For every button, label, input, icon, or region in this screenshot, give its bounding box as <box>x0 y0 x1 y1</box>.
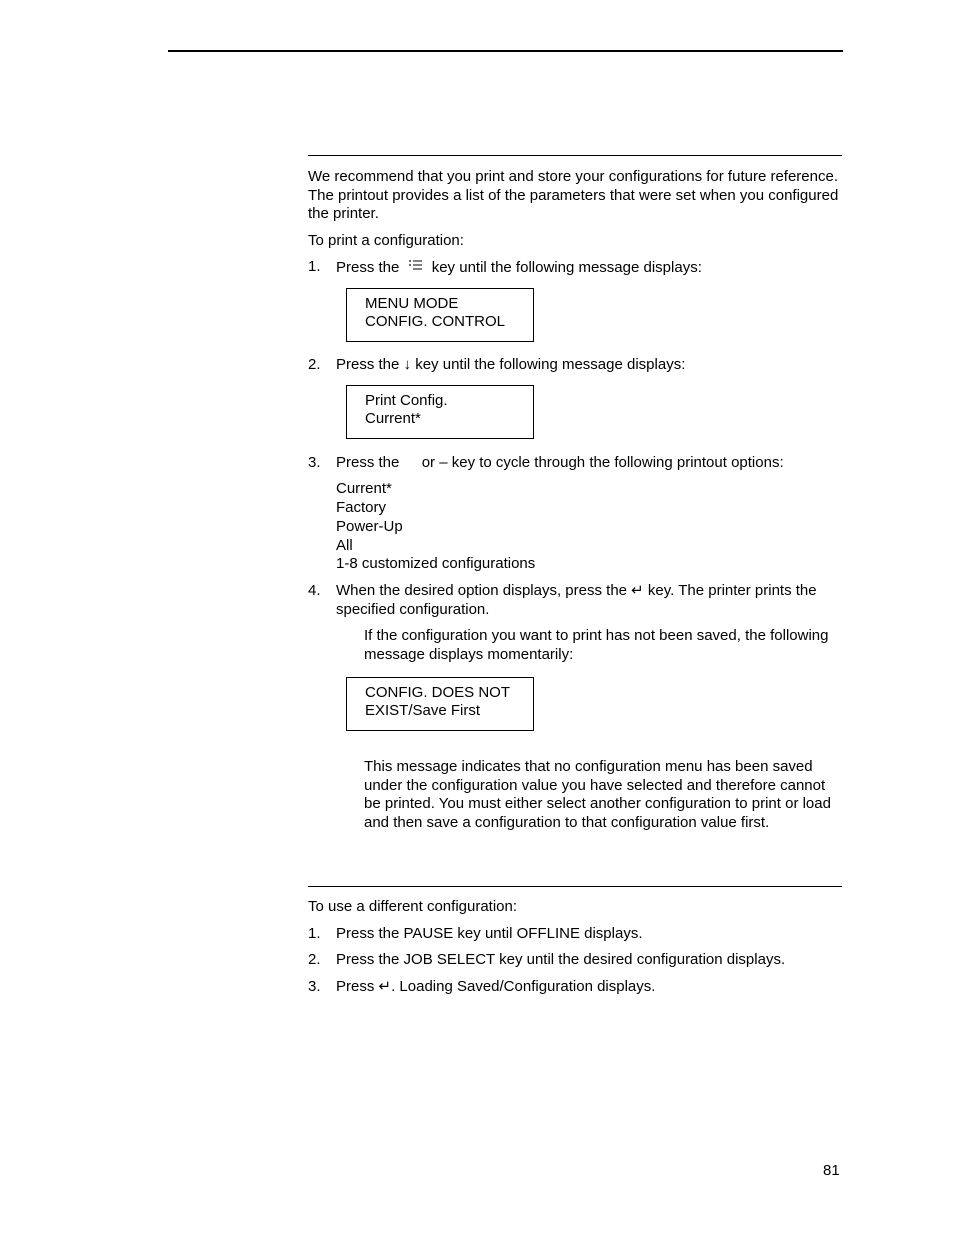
option-item: 1-8 customized configurations <box>336 555 536 572</box>
step-number: 4. <box>308 582 321 599</box>
step-number: 1. <box>308 925 321 942</box>
step-text: Press the or – key to cycle through the following printout options: <box>336 454 784 471</box>
option-item: Factory <box>336 499 387 516</box>
menu-key-icon <box>404 258 428 277</box>
lcd-display-menu-mode <box>346 288 534 342</box>
step-text: When the desired option displays, press the ↵ key. The printer prints the specified configuration. <box>336 582 817 618</box>
lcd-line-1: CONFIG. DOES NOT <box>365 684 511 701</box>
intro-paragraph: We recommend that you print and store your configurations for future reference. The printout provides a list of the parameters that were set when you configured the printer. <box>308 168 839 222</box>
explanation-note: This message indicates that no configuration menu has been saved under the configuration value you have selected and therefore cannot be printed. You must either select another configuration to print or load and then save a configuration to that configuration value first. <box>364 758 831 831</box>
enter-key-icon: ↵ <box>378 978 392 995</box>
step-number: 3. <box>308 454 321 471</box>
minus-key-icon: – <box>439 454 448 471</box>
print-config-lead: To print a configuration: <box>308 232 464 249</box>
lcd-display-not-exist <box>346 677 534 731</box>
down-arrow-icon: ↓ <box>403 356 412 373</box>
lcd-line-2: EXIST/Save First <box>365 702 481 719</box>
lcd-line-2: CONFIG. CONTROL <box>365 313 506 330</box>
page-number: 81 <box>823 1162 840 1179</box>
step-number: 1. <box>308 258 321 275</box>
step-text: Press the ↓ key until the following message displays: <box>336 356 686 373</box>
enter-key-icon: ↵ <box>631 582 644 599</box>
step-number: 2. <box>308 951 321 968</box>
option-item: Power-Up <box>336 518 403 535</box>
section-rule-print <box>308 155 842 156</box>
step-number: 2. <box>308 356 321 373</box>
lcd-line-1: MENU MODE <box>365 295 459 312</box>
lcd-line-1: Print Config. <box>365 392 448 409</box>
step-text: Press the JOB SELECT key until the desired configuration displays. <box>336 951 786 968</box>
step-number: 3. <box>308 978 321 995</box>
header-rule <box>168 50 843 52</box>
not-saved-note: If the configuration you want to print has not been saved, the following message displays momentarily: <box>364 627 829 663</box>
lcd-display-print-config <box>346 385 534 439</box>
section-rule-use <box>308 886 842 887</box>
lcd-line-2: Current* <box>365 410 421 427</box>
option-item: All <box>336 537 353 554</box>
use-config-lead: To use a different configuration: <box>308 898 518 915</box>
step-text: Press the PAUSE key until OFFLINE displays. <box>336 925 643 942</box>
step-text: Press the key until the following message displays: <box>336 259 702 276</box>
step-text: Press ↵. Loading Saved/Configuration displays. <box>336 978 656 995</box>
option-item: Current* <box>336 480 392 497</box>
